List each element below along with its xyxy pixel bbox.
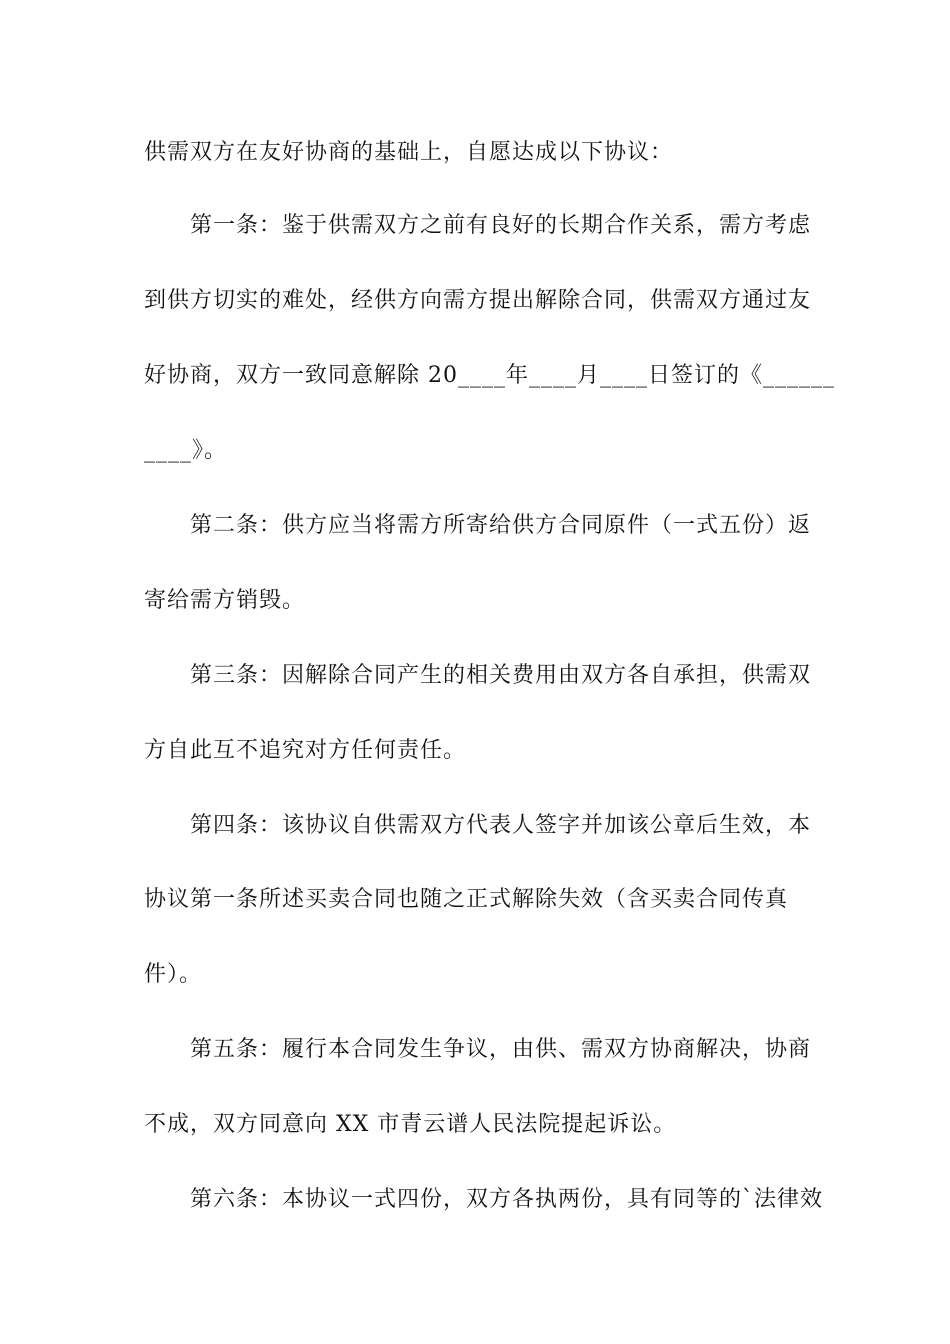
article-3-line-2: 方自此互不追究对方任何责任。 (144, 738, 467, 763)
article-6-line-1: 第六条：本协议一式四份，双方各执两份，具有同等的`法律效 (190, 1187, 824, 1212)
article-4-line-1: 第四条：该协议自供需双方代表人签字并加该公章后生效，本 (190, 813, 812, 838)
article-4-line-3: 件）。 (144, 962, 203, 987)
article-2-line-2: 寄给需方销毁。 (144, 588, 306, 613)
article-1-line-4: ____》。 (144, 438, 228, 463)
article-5-line-2: 不成，双方同意向 XX 市青云谱人民法院提起诉讼。 (144, 1112, 677, 1137)
intro-paragraph: 供需双方在友好协商的基础上，自愿达成以下协议： (144, 140, 674, 165)
article-2-line-1: 第二条：供方应当将需方所寄给供方合同原件（一式五份）返 (190, 513, 812, 538)
article-1-line-2: 到供方切实的难处，经供方向需方提出解除合同，供需双方通过友 (144, 288, 812, 313)
article-1-line-3: 好协商，双方一致同意解除 20____年____月____日签订的《______ (144, 363, 835, 388)
article-1-line-1: 第一条：鉴于供需双方之前有良好的长期合作关系，需方考虑 (190, 213, 812, 238)
article-5-line-1: 第五条：履行本合同发生争议，由供、需双方协商解决，协商 (190, 1037, 812, 1062)
article-4-line-2: 协议第一条所述买卖合同也随之正式解除失效（含买卖合同传真 (144, 887, 789, 912)
article-3-line-1: 第三条：因解除合同产生的相关费用由双方各自承担，供需双 (190, 663, 812, 688)
